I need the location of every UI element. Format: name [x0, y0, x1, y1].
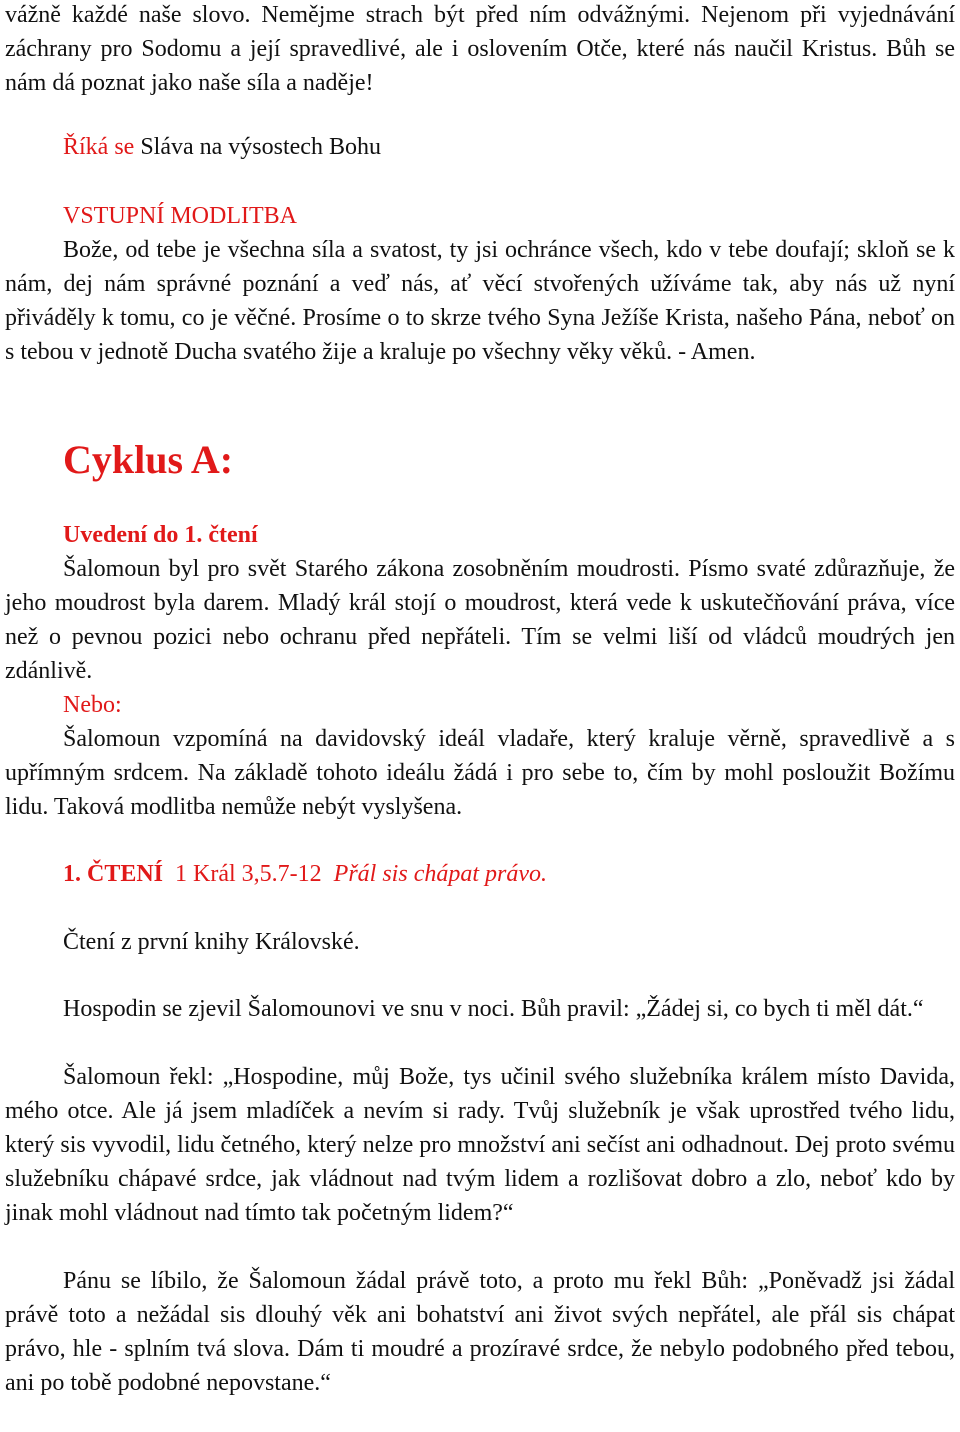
gloria-line	[5, 130, 381, 164]
reading-paragraph-2: Šalomoun řekl: „Hospodine, můj Bože, tys učinil svého služebníka králem místo Davida, mého otce. Ale já jsem mladíček a nevím si rady. Tvůj služebník je však uprostřed tvého lidu, který sis vyvodil, lidu četného, který nelze pro množství ani sečíst ani odhadnout. Dej proto svému služebníku chápavé srdce, jak vládnout nad tvým lidem a rozlišovat dobro a zlo, neboť kdo by jinak mohl vládnout nad tímto tak početným lidem?“	[5, 1064, 955, 1226]
reading-source: Čtení z první knihy Královské.	[63, 929, 360, 955]
opening-prayer-title: VSTUPNÍ MODLITBA	[63, 203, 297, 229]
reading-reference: 1 Král 3,5.7-12	[175, 861, 322, 887]
reading-header	[5, 857, 547, 891]
gloria-text: Sláva na výsostech Bohu	[140, 134, 381, 160]
intro-paragraph: vážně každé naše slovo. Nemějme strach být před ním odvážnými. Nejenom při vyjednávání záchrany pro Sodomu a její spravedlivé, ale i oslovením Otče, které nás naučil Kristus. Bůh se nám dá poznat jako naše síla a naděje!	[5, 2, 955, 96]
reading-motto: Přál sis chápat právo.	[333, 861, 547, 887]
reading-paragraph-3: Pánu se líbilo, že Šalomoun žádal právě toto, a proto mu řekl Bůh: „Poněvadž jsi žádal právě toto a nežádal sis dlouhý věk ani bohatství ani život svých nepřátel, ale přál sis chápat právo, hle - splním tvá slova. Dám ti moudré a prozíravé srdce, že nebylo podobného před tebou, ani po tobě podobné nepovstane.“	[5, 1268, 955, 1396]
intro-reading-alt-text: Šalomoun vzpomíná na davidovský ideál vladaře, který kraluje věrně, spravedlivě a s upřímným srdcem. Na základě tohoto ideálu žádá i pro sebe to, čím by mohl posloužit Božímu lidu. Taková modlitba nemůže nebýt vyslyšena.	[5, 726, 955, 820]
reading-paragraph-1: Hospodin se zjevil Šalomounovi ve snu v noci. Bůh pravil: „Žádej si, co bych ti měl dát.“	[63, 996, 924, 1022]
gloria-prefix: Říká se	[63, 134, 135, 160]
intro-reading-text: Šalomoun byl pro svět Starého zákona zosobněním moudrosti. Písmo svaté zdůrazňuje, že jeho moudrost byla darem. Mladý král stojí o moudrost, která vede k uskutečňování práva, více než o pevnou pozici nebo ochranu před nepřáteli. Tím se velmi liší od vládců moudrých jen zdánlivě.	[5, 556, 955, 684]
intro-reading-alt-label: Nebo:	[63, 692, 122, 718]
reading-label: 1. ČTENÍ	[63, 861, 164, 887]
opening-prayer-text: Bože, od tebe je všechna síla a svatost, ty jsi ochránce všech, kdo v tebe doufají; skloň se k nám, dej nám správné poznání a veď nás, ať věcí stvořených užíváme tak, aby nás už nyní přiváděly k tomu, co je věčné. Prosíme o to skrze tvého Syna Ježíše Krista, našeho Pána, neboť on s tebou v jednotě Ducha svatého žije a kraluje po všechny věky věků. - Amen.	[5, 237, 955, 365]
intro-reading-title: Uvedení do 1. čtení	[63, 522, 258, 548]
cycle-title: Cyklus A:	[63, 437, 234, 482]
